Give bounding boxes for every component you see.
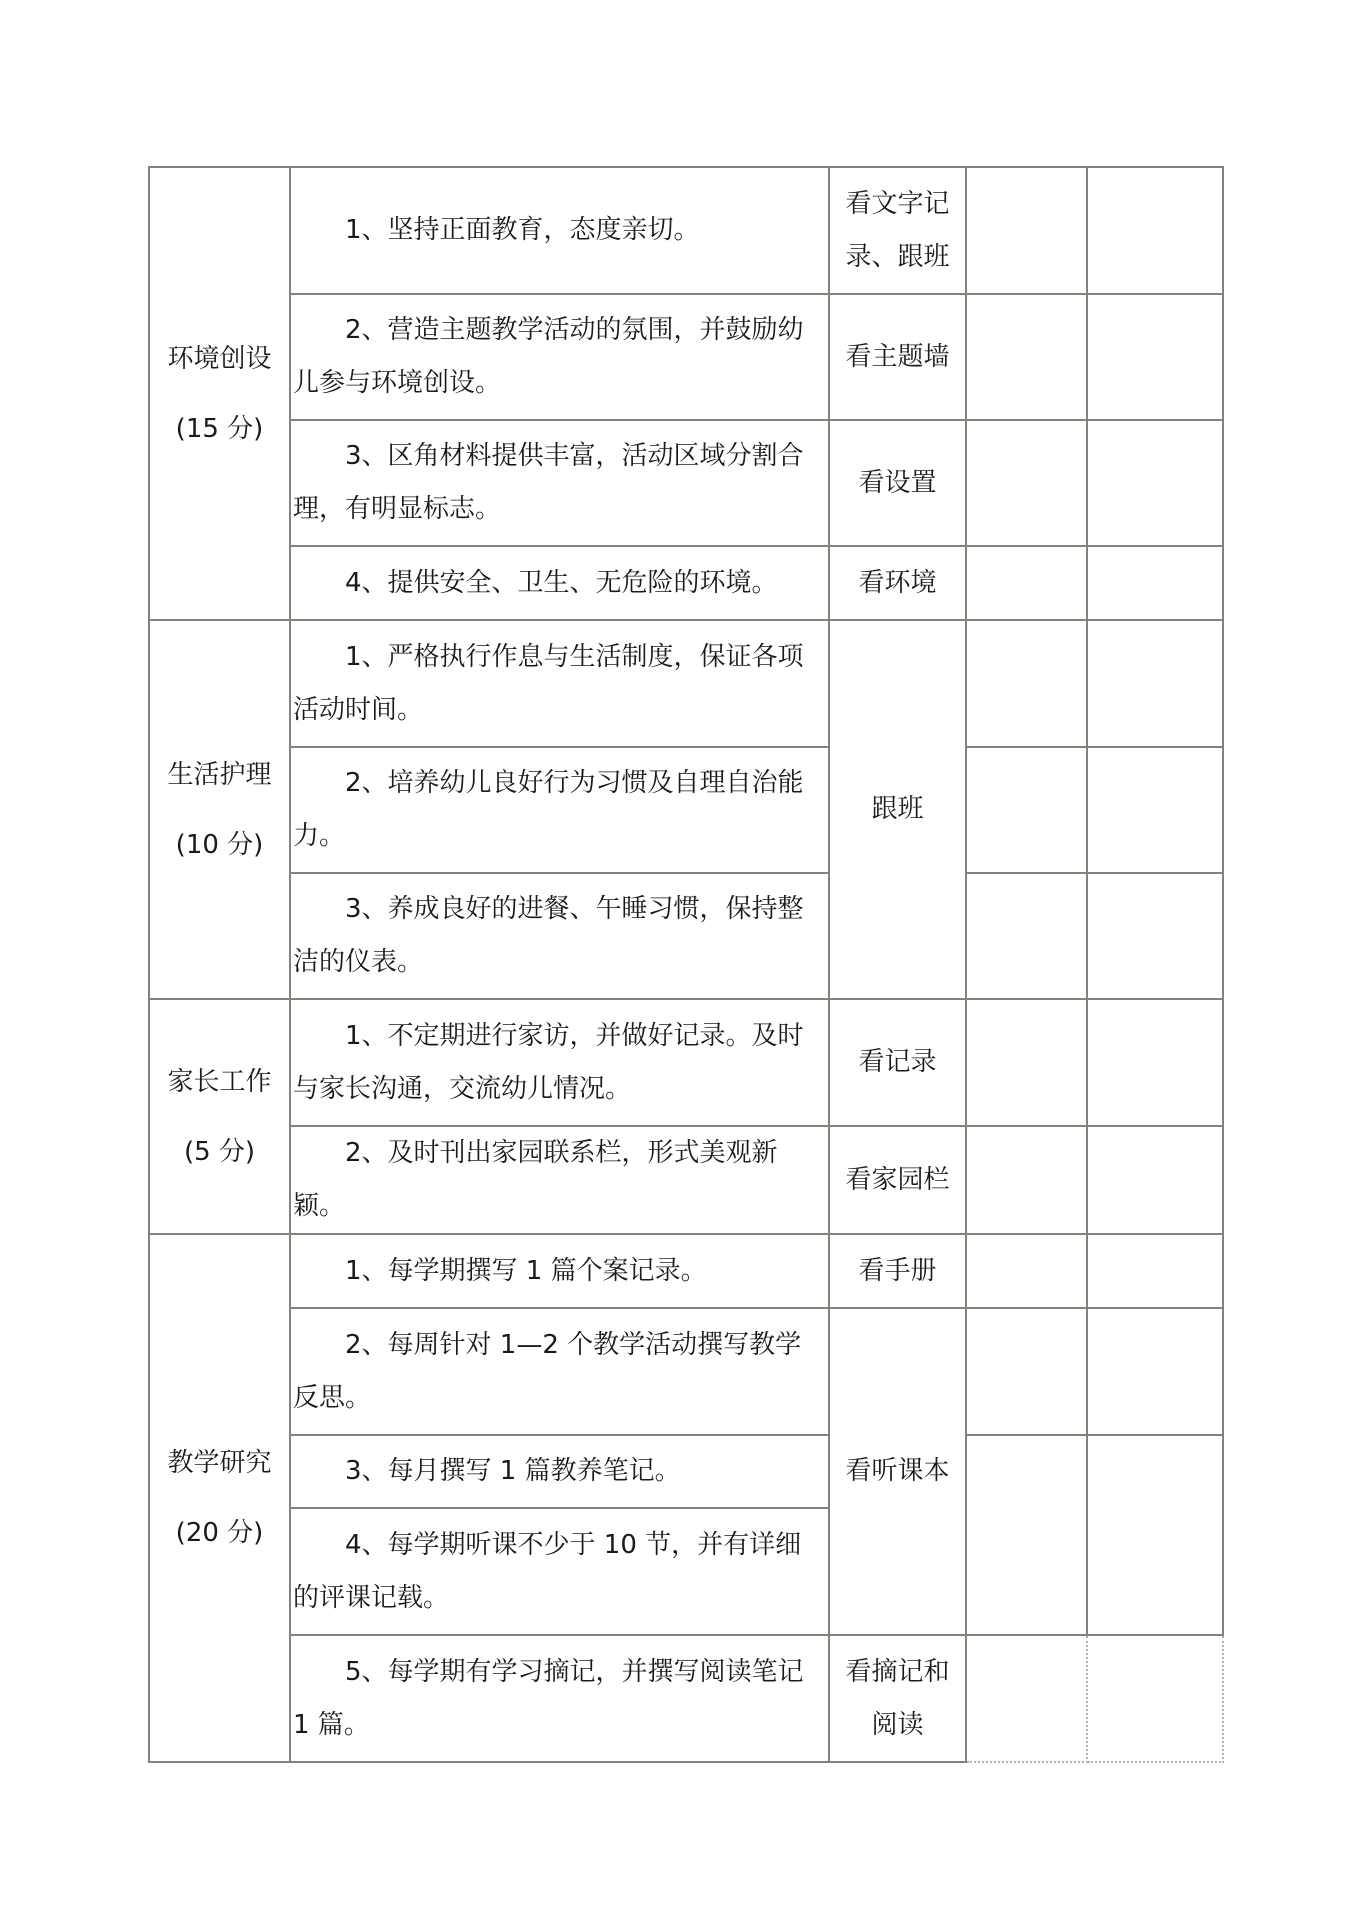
method-cell (829, 294, 966, 420)
table-row (149, 420, 1223, 546)
criterion-text: 1、坚持正面教育，态度亲切。 (345, 215, 700, 245)
method-cell (829, 1635, 966, 1762)
category-score: (15 分) (175, 413, 264, 444)
criterion-text: 1、不定期进行家访，并做好记录。及时与家长沟通，交流幼儿情况。 (293, 1020, 804, 1104)
evaluation-table (148, 166, 1224, 1763)
table-row (149, 1435, 1223, 1508)
category-score: (20 分) (175, 1518, 264, 1548)
method-text: 看听课本 (845, 1456, 950, 1486)
table-row (149, 1126, 1223, 1234)
score-cell[interactable] (966, 1435, 1087, 1635)
score-cell[interactable] (966, 546, 1087, 620)
criterion-cell (290, 1635, 829, 1762)
method-text: 看家园栏 (845, 1164, 950, 1195)
method-cell (829, 1308, 966, 1635)
score-cell[interactable] (1087, 873, 1223, 999)
method-cell (829, 167, 966, 294)
category-cell (149, 620, 290, 999)
category-name: 环境创设 (167, 343, 272, 374)
score-cell[interactable] (966, 1308, 1087, 1435)
method-text: 看手册 (858, 1255, 937, 1286)
score-cell[interactable] (966, 873, 1087, 999)
table-row (149, 1234, 1223, 1308)
method-cell (829, 999, 966, 1126)
score-cell[interactable] (1087, 1234, 1223, 1308)
score-cell[interactable] (966, 620, 1087, 747)
score-cell[interactable] (1087, 1435, 1223, 1635)
criterion-text: 2、每周针对 1—2 个教学活动撰写教学反思。 (293, 1329, 802, 1413)
score-cell[interactable] (966, 294, 1087, 420)
category-name: 生活护理 (167, 759, 272, 790)
score-cell[interactable] (1087, 1635, 1223, 1762)
method-cell (829, 1234, 966, 1308)
criterion-text: 1、每学期撰写 1 篇个案记录。 (345, 1255, 707, 1286)
score-cell[interactable] (966, 1126, 1087, 1234)
criterion-cell (290, 1435, 829, 1508)
score-cell[interactable] (1087, 620, 1223, 747)
method-cell (829, 1126, 966, 1234)
score-cell[interactable] (1087, 546, 1223, 620)
category-score: (5 分) (183, 1136, 256, 1167)
criterion-cell (290, 873, 829, 999)
criterion-cell (290, 1126, 829, 1234)
criterion-text: 4、每学期听课不少于 10 节，并有详细的评课记载。 (293, 1529, 802, 1613)
category-cell (149, 167, 290, 620)
criterion-cell (290, 620, 829, 747)
score-cell[interactable] (1087, 420, 1223, 546)
table-row (149, 620, 1223, 747)
table-row (149, 1635, 1223, 1762)
criterion-text: 2、及时刊出家园联系栏，形式美观新颖。 (293, 1138, 778, 1221)
method-cell (829, 420, 966, 546)
criterion-text: 2、营造主题教学活动的氛围，并鼓励幼儿参与环境创设。 (293, 315, 804, 398)
score-cell[interactable] (1087, 1308, 1223, 1435)
score-cell[interactable] (966, 167, 1087, 294)
table-row (149, 294, 1223, 420)
criterion-text: 5、每学期有学习摘记，并撰写阅读笔记 1 篇。 (293, 1656, 804, 1740)
table-row (149, 1308, 1223, 1435)
score-cell[interactable] (966, 420, 1087, 546)
score-cell[interactable] (1087, 747, 1223, 873)
score-cell[interactable] (966, 999, 1087, 1126)
method-text: 看文字记录、跟班 (845, 188, 950, 272)
score-cell[interactable] (966, 1635, 1087, 1762)
criterion-text: 2、培养幼儿良好行为习惯及自理自治能力。 (293, 768, 804, 851)
criterion-text: 3、每月撰写 1 篇教养笔记。 (345, 1456, 681, 1486)
score-cell[interactable] (966, 1234, 1087, 1308)
criterion-text: 3、区角材料提供丰富，活动区域分割合理，有明显标志。 (293, 441, 804, 524)
score-cell[interactable] (1087, 1126, 1223, 1234)
category-cell (149, 999, 290, 1234)
method-text: 看设置 (858, 467, 937, 498)
criterion-cell (290, 546, 829, 620)
score-cell[interactable] (1087, 294, 1223, 420)
criterion-text: 3、养成良好的进餐、午睡习惯，保持整洁的仪表。 (293, 894, 804, 977)
table-row (149, 167, 1223, 294)
method-cell (829, 620, 966, 999)
table-row (149, 999, 1223, 1126)
criterion-cell (290, 999, 829, 1126)
method-text: 看摘记和阅读 (845, 1656, 950, 1740)
method-text: 跟班 (871, 794, 924, 824)
category-name: 家长工作 (167, 1066, 272, 1097)
table-row (149, 546, 1223, 620)
category-cell (149, 1234, 290, 1762)
criterion-cell (290, 294, 829, 420)
method-text: 看记录 (858, 1047, 937, 1077)
method-text: 看主题墙 (845, 341, 950, 372)
method-text: 看环境 (858, 567, 937, 598)
criterion-text: 4、提供安全、卫生、无危险的环境。 (345, 567, 778, 598)
table-row (149, 873, 1223, 999)
score-cell[interactable] (1087, 167, 1223, 294)
criterion-text: 1、严格执行作息与生活制度，保证各项活动时间。 (293, 641, 804, 725)
criterion-cell (290, 420, 829, 546)
category-score: (10 分) (175, 829, 264, 860)
table-row (149, 747, 1223, 873)
criterion-cell (290, 1234, 829, 1308)
criterion-cell (290, 1508, 829, 1635)
score-cell[interactable] (1087, 999, 1223, 1126)
method-cell (829, 546, 966, 620)
criterion-cell (290, 747, 829, 873)
category-name: 教学研究 (167, 1448, 272, 1478)
score-cell[interactable] (966, 747, 1087, 873)
criterion-cell (290, 167, 829, 294)
criterion-cell (290, 1308, 829, 1435)
